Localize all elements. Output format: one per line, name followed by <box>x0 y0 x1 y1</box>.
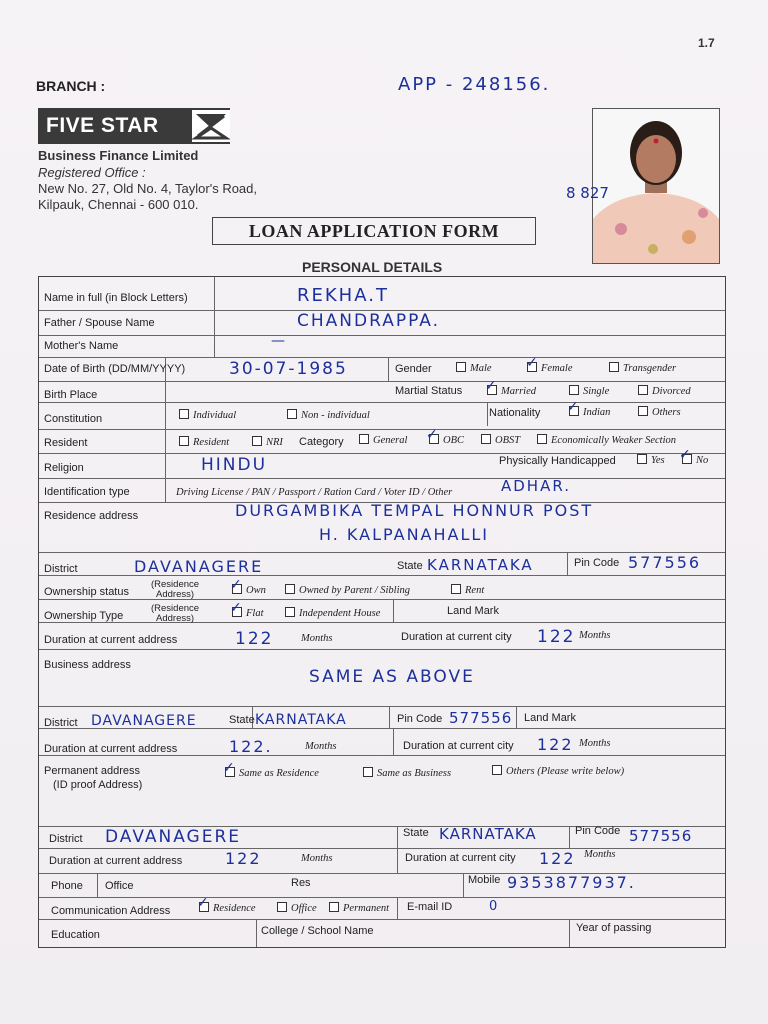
label-name-full: Name in full (in Block Letters) <box>44 292 188 304</box>
label-constitution: Constitution <box>44 413 103 425</box>
checkbox-male[interactable] <box>456 362 466 372</box>
value-father-spouse[interactable]: CHANDRAPPA. <box>297 311 440 331</box>
check-mark-icon: ✓ <box>426 427 438 443</box>
option-male[interactable]: Male <box>456 362 492 374</box>
label-marital-status: Martial Status <box>395 385 463 397</box>
label-business-duration-city: Duration at current city <box>403 740 514 752</box>
checkbox-single[interactable] <box>569 385 579 395</box>
label-perm-duration-address: Duration at current address <box>49 855 183 867</box>
label-phone: Phone <box>51 880 83 892</box>
option-independent-house[interactable]: Independent House <box>285 607 380 619</box>
months-label: Months <box>584 849 616 860</box>
label-nationality: Nationality <box>489 407 541 419</box>
checkbox-independent-house[interactable] <box>285 607 295 617</box>
label-communication-address: Communication Address <box>51 905 171 917</box>
option-comm-permanent[interactable]: Permanent <box>329 902 389 914</box>
check-mark-icon: ✓ <box>230 600 242 616</box>
value-email[interactable]: 0 <box>489 899 500 914</box>
check-mark-icon: ✓ <box>230 577 242 593</box>
label-business-pin: Pin Code <box>397 713 443 725</box>
check-mark-icon: ✓ <box>526 355 538 371</box>
label-email: E-mail ID <box>407 901 453 913</box>
application-number: APP - 248156. <box>398 74 551 95</box>
label-pin-code: Pin Code <box>574 557 620 569</box>
form-title: LOAN APPLICATION FORM <box>212 217 536 245</box>
value-perm-pin[interactable]: 577556 <box>629 827 693 845</box>
months-label: Months <box>579 630 611 641</box>
label-business-address: Business address <box>44 659 131 671</box>
check-mark-icon: ✓ <box>485 378 497 394</box>
id-type-options: Driving License / PAN / Passport / Ration Card / Voter ID / Other <box>176 487 453 498</box>
value-business-address[interactable]: SAME AS ABOVE <box>309 667 475 687</box>
label-id-type: Identification type <box>44 486 130 498</box>
value-duration-city[interactable]: 122 <box>537 627 576 647</box>
value-residence-line2[interactable]: H. KALPANAHALLI <box>319 525 489 544</box>
option-owned-by-parent[interactable]: Owned by Parent / Sibling <box>285 584 410 596</box>
checkbox-yes[interactable] <box>637 454 647 464</box>
option-flat[interactable]: Flat <box>232 607 264 619</box>
ownership-status-sub: (Residence Address) <box>151 579 200 600</box>
option-married[interactable]: Married <box>487 385 536 397</box>
checkbox-comm-permanent[interactable] <box>329 902 339 912</box>
checkbox-non-individual[interactable] <box>287 409 297 419</box>
option-divorced[interactable]: Divorced <box>638 385 691 397</box>
label-residence-address: Residence address <box>44 510 139 522</box>
label-business-state: State <box>229 714 255 726</box>
label-perm-duration-city: Duration at current city <box>405 852 516 864</box>
label-res-phone: Res <box>291 877 311 889</box>
checkbox-obst[interactable] <box>481 434 491 444</box>
check-mark-icon: ✓ <box>223 760 235 776</box>
check-mark-icon: ✓ <box>567 399 579 415</box>
value-perm-duration-address[interactable]: 122 <box>225 849 262 868</box>
value-residence-line1[interactable]: DURGAMBIKA TEMPAL HONNUR POST <box>235 501 594 520</box>
label-duration-address: Duration at current address <box>44 634 178 646</box>
office-address-line2: Kilpauk, Chennai - 600 010. <box>38 197 199 212</box>
value-mobile[interactable]: 9353877937. <box>507 873 636 892</box>
label-business-land-mark: Land Mark <box>524 712 576 724</box>
applicant-portrait-icon <box>593 109 719 263</box>
label-gender: Gender <box>395 363 432 375</box>
value-state[interactable]: KARNATAKA <box>427 556 534 574</box>
checkbox-others-nationality[interactable] <box>638 406 648 416</box>
option-rent[interactable]: Rent <box>451 584 484 596</box>
value-business-district[interactable]: DAVANAGERE <box>91 713 197 729</box>
value-perm-district[interactable]: DAVANAGERE <box>105 827 242 847</box>
value-business-pin[interactable]: 577556 <box>449 709 513 727</box>
label-dob: Date of Birth (DD/MM/YYYY) <box>44 363 186 375</box>
option-single[interactable]: Single <box>569 385 609 397</box>
label-college: College / School Name <box>261 925 374 937</box>
option-female[interactable]: Female <box>527 362 573 374</box>
label-duration-city: Duration at current city <box>401 631 512 643</box>
label-office-phone: Office <box>105 880 134 892</box>
value-dob[interactable]: 30-07-1985 <box>229 359 348 379</box>
checkbox-general[interactable] <box>359 434 369 444</box>
option-comm-residence[interactable]: Residence <box>199 902 256 914</box>
label-ownership-type: Ownership Type <box>44 610 124 622</box>
value-perm-duration-city[interactable]: 122 <box>539 849 576 868</box>
months-label: Months <box>305 741 337 752</box>
value-religion[interactable]: HINDU <box>201 455 268 475</box>
company-logo <box>38 108 230 144</box>
label-education: Education <box>51 929 100 941</box>
option-comm-office[interactable]: Office <box>277 902 317 914</box>
label-business-duration-address: Duration at current address <box>44 743 178 755</box>
photo-signature: 8 827 <box>566 184 609 202</box>
checkbox-comm-office[interactable] <box>277 902 287 912</box>
label-year-passing: Year of passing <box>576 922 652 934</box>
option-transgender[interactable]: Transgender <box>609 362 676 374</box>
option-others-nationality[interactable]: Others <box>638 406 681 418</box>
star-logo-icon <box>192 110 230 142</box>
page-number: 1.7 <box>698 36 715 50</box>
checkbox-nri[interactable] <box>252 436 262 446</box>
section-title: PERSONAL DETAILS <box>302 259 443 275</box>
option-nri[interactable]: NRI <box>252 436 283 448</box>
option-resident[interactable]: Resident <box>179 436 229 448</box>
value-business-duration-city[interactable]: 122 <box>537 735 574 754</box>
label-mother: Mother's Name <box>44 340 119 352</box>
value-perm-state[interactable]: KARNATAKA <box>439 825 537 843</box>
label-perm-state: State <box>403 827 429 839</box>
option-indian[interactable]: Indian <box>569 406 610 418</box>
value-name-full[interactable]: REKHA.T <box>297 285 389 306</box>
logo-text: FIVE STAR <box>46 114 159 137</box>
value-id-type[interactable]: ADHAR. <box>501 477 572 495</box>
option-same-as-business[interactable]: Same as Business <box>363 767 451 779</box>
months-label: Months <box>579 738 611 749</box>
checkbox-individual[interactable] <box>179 409 189 419</box>
label-perm-district: District <box>49 833 83 845</box>
label-id-proof-address: (ID proof Address) <box>53 779 143 791</box>
checkbox-owned-by-parent[interactable] <box>285 584 295 594</box>
checkbox-same-as-business[interactable] <box>363 767 373 777</box>
option-ews[interactable]: Economically Weaker Section <box>537 434 676 446</box>
label-mobile: Mobile <box>468 874 501 886</box>
value-district[interactable]: DAVANAGERE <box>134 557 264 576</box>
personal-details-table <box>38 276 726 948</box>
ownership-type-sub: (Residence Address) <box>151 603 200 624</box>
label-land-mark: Land Mark <box>447 605 499 617</box>
label-father-spouse: Father / Spouse Name <box>44 317 155 329</box>
option-same-as-residence[interactable]: Same as Residence <box>225 767 319 779</box>
check-mark-icon: ✓ <box>679 447 691 463</box>
value-business-duration-address[interactable]: 122. <box>229 737 273 756</box>
option-own[interactable]: Own <box>232 584 266 596</box>
label-religion: Religion <box>44 462 84 474</box>
label-physically-handicapped: Physically Handicapped <box>499 455 616 467</box>
registered-office-label: Registered Office : <box>38 165 146 180</box>
label-ownership-status: Ownership status <box>44 586 129 598</box>
label-resident: Resident <box>44 437 88 449</box>
office-address-line1: New No. 27, Old No. 4, Taylor's Road, <box>38 181 258 196</box>
label-state: State <box>397 560 423 572</box>
option-general[interactable]: General <box>359 434 407 446</box>
option-individual[interactable]: Individual <box>179 409 236 421</box>
label-category: Category <box>299 436 344 448</box>
company-name: Business Finance Limited <box>38 148 199 163</box>
checkbox-others-permanent[interactable] <box>492 765 502 775</box>
months-label: Months <box>301 853 333 864</box>
checkbox-rent[interactable] <box>451 584 461 594</box>
option-obc[interactable]: OBC <box>429 434 464 446</box>
label-business-district: District <box>44 717 78 729</box>
option-obst[interactable]: OBST <box>481 434 520 446</box>
label-birth-place: Birth Place <box>44 389 98 401</box>
checkbox-transgender[interactable] <box>609 362 619 372</box>
label-permanent-address: Permanent address <box>44 765 140 777</box>
value-mother[interactable]: — <box>271 333 287 349</box>
value-duration-address[interactable]: 122 <box>235 629 274 649</box>
option-no[interactable]: No <box>682 454 708 466</box>
option-others-permanent[interactable]: Others (Please write below) <box>492 765 624 777</box>
branch-label: BRANCH : <box>36 78 106 94</box>
option-non-individual[interactable]: Non - individual <box>287 409 370 421</box>
option-yes[interactable]: Yes <box>637 454 665 466</box>
value-pin-code[interactable]: 577556 <box>628 553 702 572</box>
label-perm-pin: Pin Code <box>575 825 621 837</box>
check-mark-icon: ✓ <box>197 895 209 911</box>
checkbox-divorced[interactable] <box>638 385 648 395</box>
value-business-state[interactable]: KARNATAKA <box>255 712 347 728</box>
label-district: District <box>44 563 78 575</box>
applicant-photo <box>592 108 720 264</box>
checkbox-ews[interactable] <box>537 434 547 444</box>
checkbox-resident[interactable] <box>179 436 189 446</box>
months-label: Months <box>301 633 333 644</box>
